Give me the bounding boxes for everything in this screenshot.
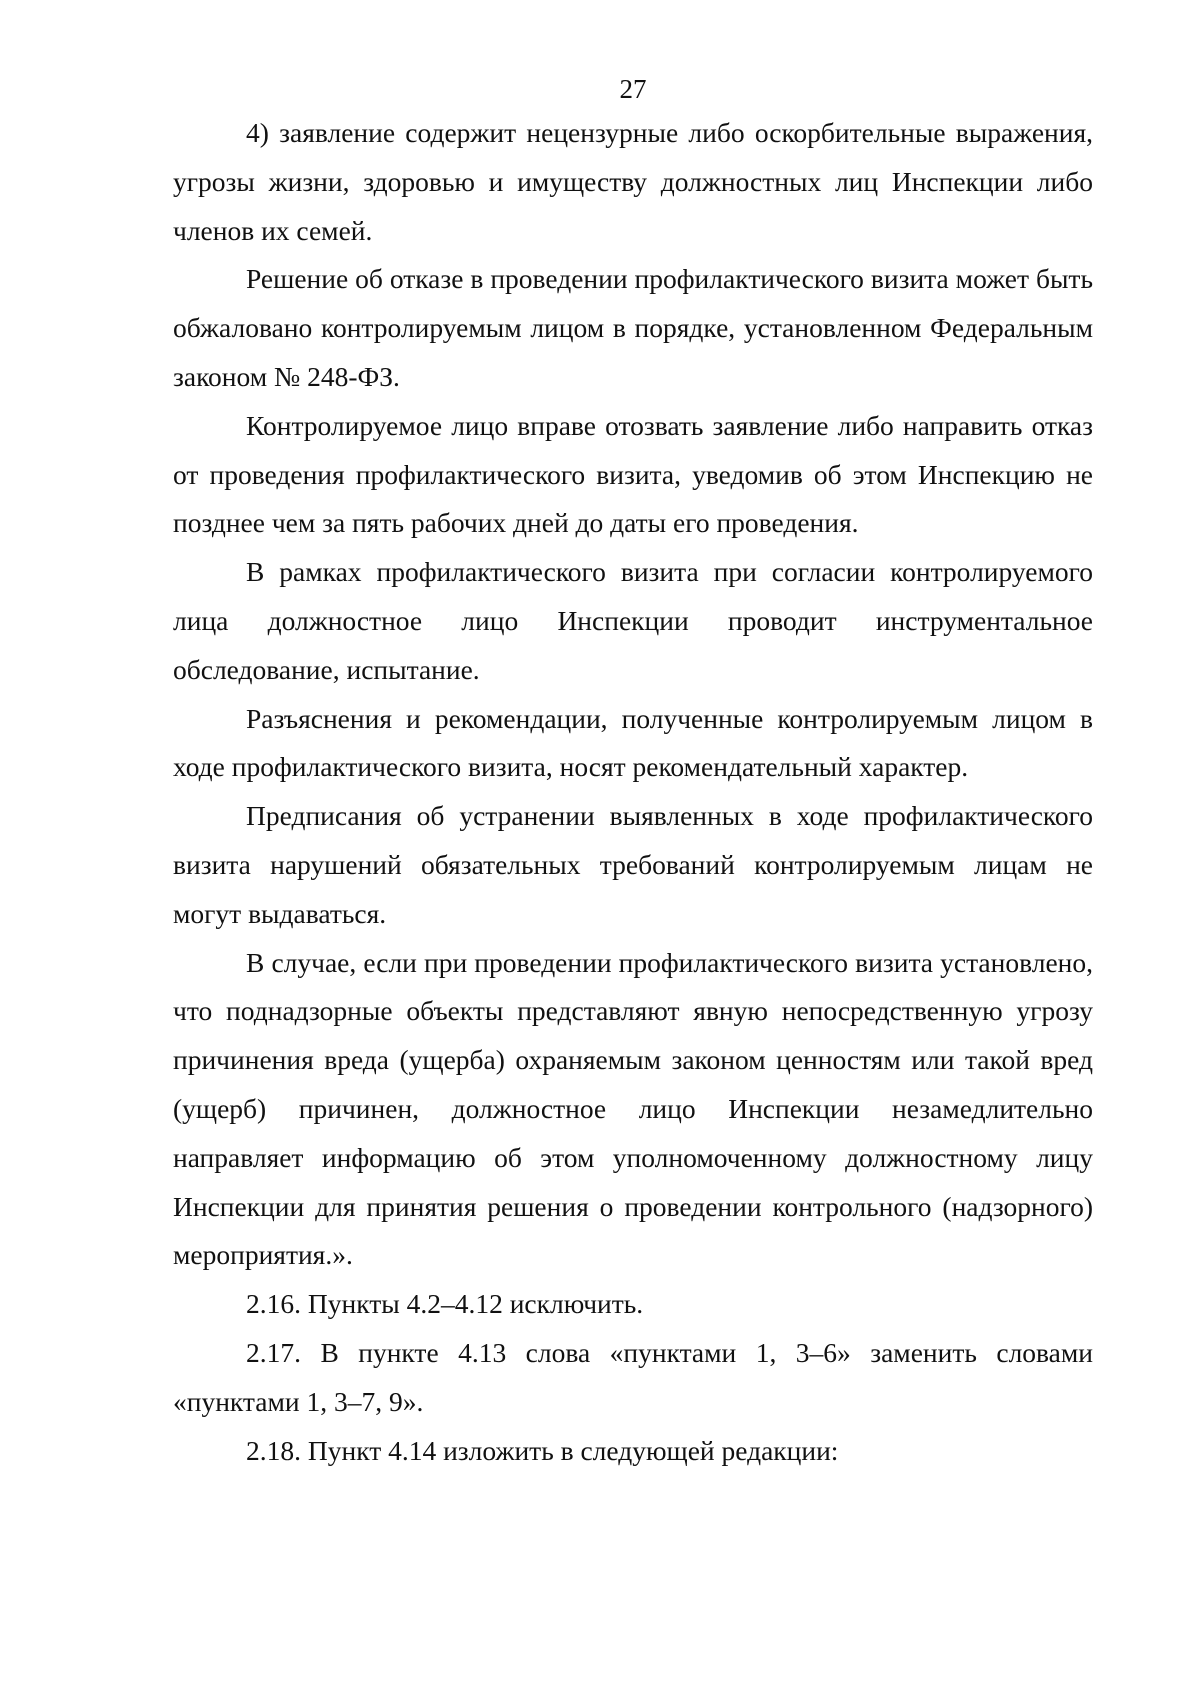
page-number: 27 [619,74,647,104]
paragraph-immediate-threat: В случае, если при проведении профилактического визита установлено, что поднадзорные объекты представляют явную непосредственную угрозу причинения вреда (ущерба) охраняемым законом ценностям или такой вред (ущерб) причинен, должностное лицо Инспекции незамедлительно направляет информацию об этом уполномоченному должностному лицу Инспекции для принятия решения о проведении контрольного (надзорного) мероприятия.». [173,946,1093,1271]
paragraph-prescriptions: Предписания об устранении выявленных в ходе профилактического визита нарушений обязательных требований контролируемым лицам не могут выдаваться. [173,800,1093,929]
paragraph-2-18: 2.18. Пункт 4.14 изложить в следующей редакции: [246,1434,839,1466]
paragraph-2-16: 2.16. Пункты 4.2–4.12 исключить. [246,1288,644,1320]
paragraph-instrumental-inspection: В рамках профилактического визита при согласии контролируемого лица должностное лицо Инспекции проводит инструментальное обследование, испытание. [173,556,1093,685]
paragraph-withdrawal: Контролируемое лицо вправе отозвать заявление либо направить отказ от проведения профилактического визита, уведомив об этом Инспекцию не позднее чем за пять рабочих дней до даты его проведения. [173,409,1093,539]
paragraph-2-17: 2.17. В пункте 4.13 слова «пунктами 1, 3–6» заменить словами «пунктами 1, 3–7, 9». [173,1336,1093,1417]
document-body [173,109,1093,1475]
paragraph-item-4: 4) заявление содержит нецензурные либо оскорбительные выражения, угрозы жизни, здоровью и имуществу должностных лиц Инспекции либо членов их семей. [173,117,1093,246]
paragraph-refusal-appeal: Решение об отказе в проведении профилактического визита может быть обжаловано контролируемым лицом в порядке, установленном Федеральным законом № 248-ФЗ. [173,263,1093,392]
paragraph-recommendations: Разъяснения и рекомендации, полученные контролируемым лицом в ходе профилактического визита, носят рекомендательный характер. [173,702,1093,783]
